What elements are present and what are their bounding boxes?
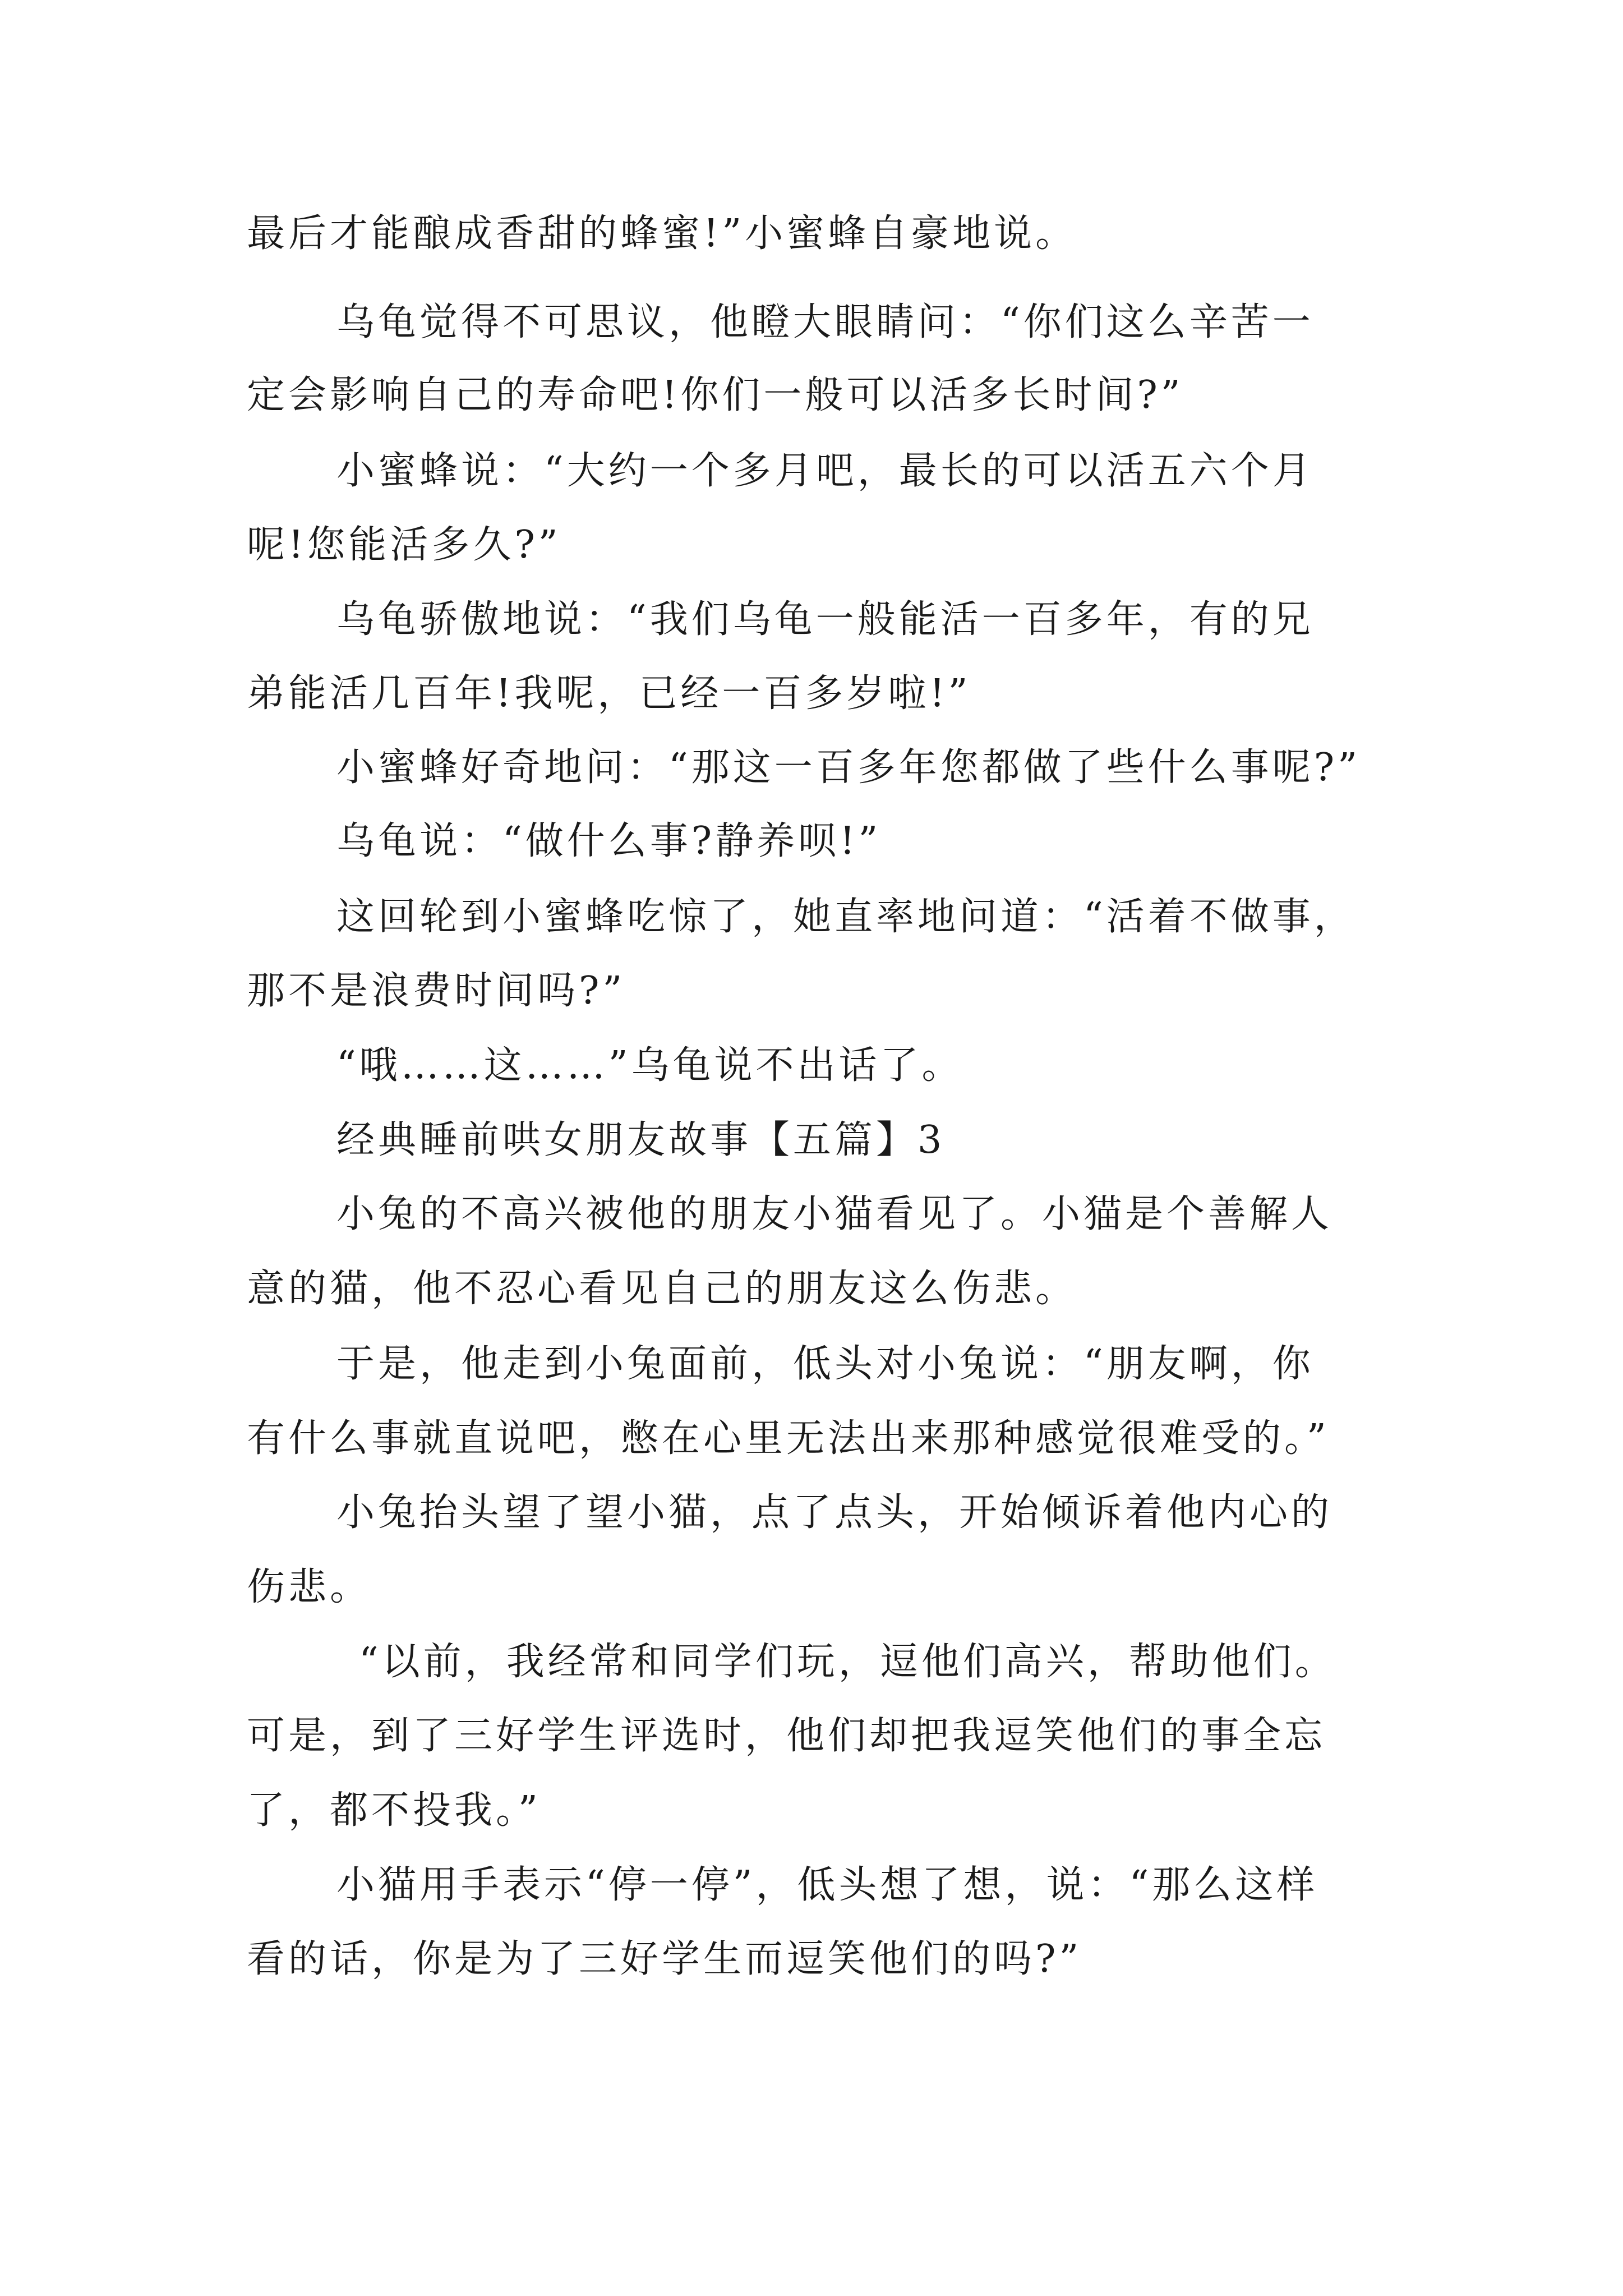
section-heading: 经典睡前哄女朋友故事【五篇】3 bbox=[336, 1118, 946, 1162]
text-line: 乌龟说：“做什么事?静养呗!” bbox=[336, 819, 882, 863]
text-line: 最后才能酿成香甜的蜂蜜!”小蜜蜂自豪地说。 bbox=[247, 211, 1077, 256]
text-line: 这回轮到小蜜蜂吃惊了，她直率地问道：“活着不做事， bbox=[336, 895, 1355, 939]
text-line: 有什么事就直说吧，憋在心里无法出来那种感觉很难受的。” bbox=[247, 1416, 1330, 1461]
text-line: 小兔的不高兴被他的朋友小猫看见了。小猫是个善解人 bbox=[336, 1192, 1333, 1236]
text-line: 了，都不投我。” bbox=[247, 1788, 541, 1833]
text-line: 定会影响自己的寿命吧!你们一般可以活多长时间?” bbox=[247, 373, 1184, 417]
text-line: 小猫用手表示“停一停”，低头想了想，说：“那么这样 bbox=[336, 1863, 1318, 1907]
text-line: “以前，我经常和同学们玩，逗他们高兴，帮助他们。 bbox=[359, 1640, 1336, 1684]
text-line: 呢!您能活多久?” bbox=[247, 523, 561, 567]
text-line: “哦……这……”乌龟说不出话了。 bbox=[336, 1043, 963, 1088]
text-line: 伤悲。 bbox=[247, 1565, 372, 1609]
text-line: 乌龟觉得不可思议，他瞪大眼睛问：“你们这么辛苦一 bbox=[336, 300, 1314, 344]
text-line: 意的猫，他不忍心看见自己的朋友这么伤悲。 bbox=[247, 1267, 1077, 1311]
text-line: 弟能活几百年!我呢，已经一百多岁啦!” bbox=[247, 671, 971, 716]
text-line: 乌龟骄傲地说：“我们乌龟一般能活一百多年，有的兄 bbox=[336, 597, 1314, 642]
text-line: 那不是浪费时间吗?” bbox=[247, 969, 626, 1013]
text-line: 于是，他走到小兔面前，低头对小兔说：“朋友啊，你 bbox=[336, 1342, 1314, 1386]
text-line: 可是，到了三好学生评选时，他们却把我逗笑他们的事全忘 bbox=[247, 1714, 1326, 1758]
text-line: 小蜜蜂好奇地问：“那这一百多年您都做了些什么事呢?” bbox=[336, 746, 1361, 790]
text-line: 看的话，你是为了三好学生而逗笑他们的吗?” bbox=[247, 1937, 1082, 1981]
text-line: 小兔抬头望了望小猫，点了点头，开始倾诉着他内心的 bbox=[336, 1490, 1333, 1535]
text-line: 小蜜蜂说：“大约一个多月吧，最长的可以活五六个月 bbox=[336, 449, 1314, 493]
